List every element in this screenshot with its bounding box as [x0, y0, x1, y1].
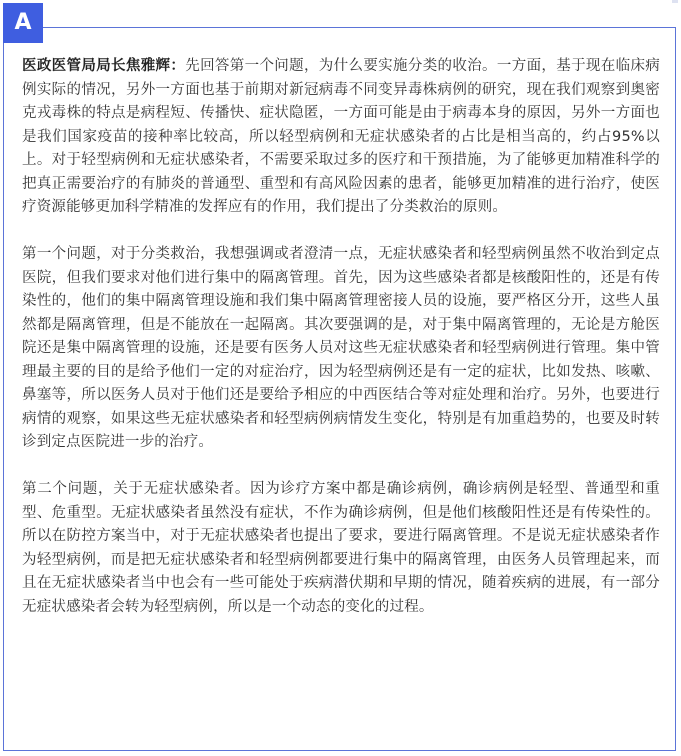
paragraph-text: 先回答第一个问题，为什么要实施分类的收治。一方面，基于现在临床病例实际的情况，另外一方面也基于前期对新冠病毒不同变异毒株病例的研究，现在我们观察到奥密克戎毒株的特点是病程短、传播快、症状隐匿，一方面可能是由于病毒本身的原因，另外一方面也是我们国家疫苗的接种率比较高，所以轻型病例和无症状感染者的占比是相当高的，约占95%以上。对于轻型病例和无症状感染者，不需要采取过多的医疗和干预措施，为了能够更加精准科学的把真正需要治疗的有肺炎的普通型、重型和有高风险因素的患者，能够更加精准的进行治疗，使医疗资源能够更加科学精准的发挥应有的作用，我们提出了分类救治的原则。: [22, 58, 660, 215]
paragraph-text: 第一个问题，对于分类救治，我想强调或者澄清一点，无症状感染者和轻型病例虽然不收治到定点医院，但我们要求对他们进行集中的隔离管理。首先，因为这些感染者都是核酸阳性的，还是有传染性的，他们的集中隔离管理设施和我们集中隔离管理密接人员的设施，要严格区分开，这些人虽然都是隔离管理，但是不能放在一起隔离。其次要强调的是，对于集中隔离管理的，无论是方舱医院还是集中隔离管理的设施，还是要有医务人员对这些无症状感染者和轻型病例进行管理。集中管理最主要的目的是给予他们一定的对症治疗，因为轻型病例还是有一定的症状，比如发热、咳嗽、鼻塞等，所以医务人员对于他们还是要给予相应的中西医结合等对症处理和治疗。另外，也要进行病情的观察，如果这些无症状感染者和轻型病例病情发生变化，特别是有加重趋势的，也要及时转诊到定点医院进一步的治疗。: [22, 246, 660, 450]
paragraph-2: [22, 243, 660, 455]
corner-decoration: [672, 0, 678, 3]
paragraph-1: [22, 55, 660, 220]
article-body: [22, 55, 660, 643]
paragraph-3: [22, 478, 660, 619]
section-badge: A: [3, 3, 43, 43]
speaker-label: 医政医管局局长焦雅辉：: [22, 58, 186, 74]
paragraph-text: 第二个问题，关于无症状感染者。因为诊疗方案中都是确诊病例，确诊病例是轻型、普通型和重型、危重型。无症状感染者虽然没有症状，不作为确诊病例，但是他们核酸阳性还是有传染性的。所以在防控方案当中，对于无症状感染者也提出了要求，要进行隔离管理。不是说无症状感染者作为轻型病例，而是把无症状感染者和轻型病例都要进行集中的隔离管理，由医务人员管理起来，而且在无症状感染者当中也会有一些可能处于疾病潜伏期和早期的情况，随着疾病的进展，有一部分无症状感染者会转为轻型病例，所以是一个动态的变化的过程。: [22, 481, 660, 615]
